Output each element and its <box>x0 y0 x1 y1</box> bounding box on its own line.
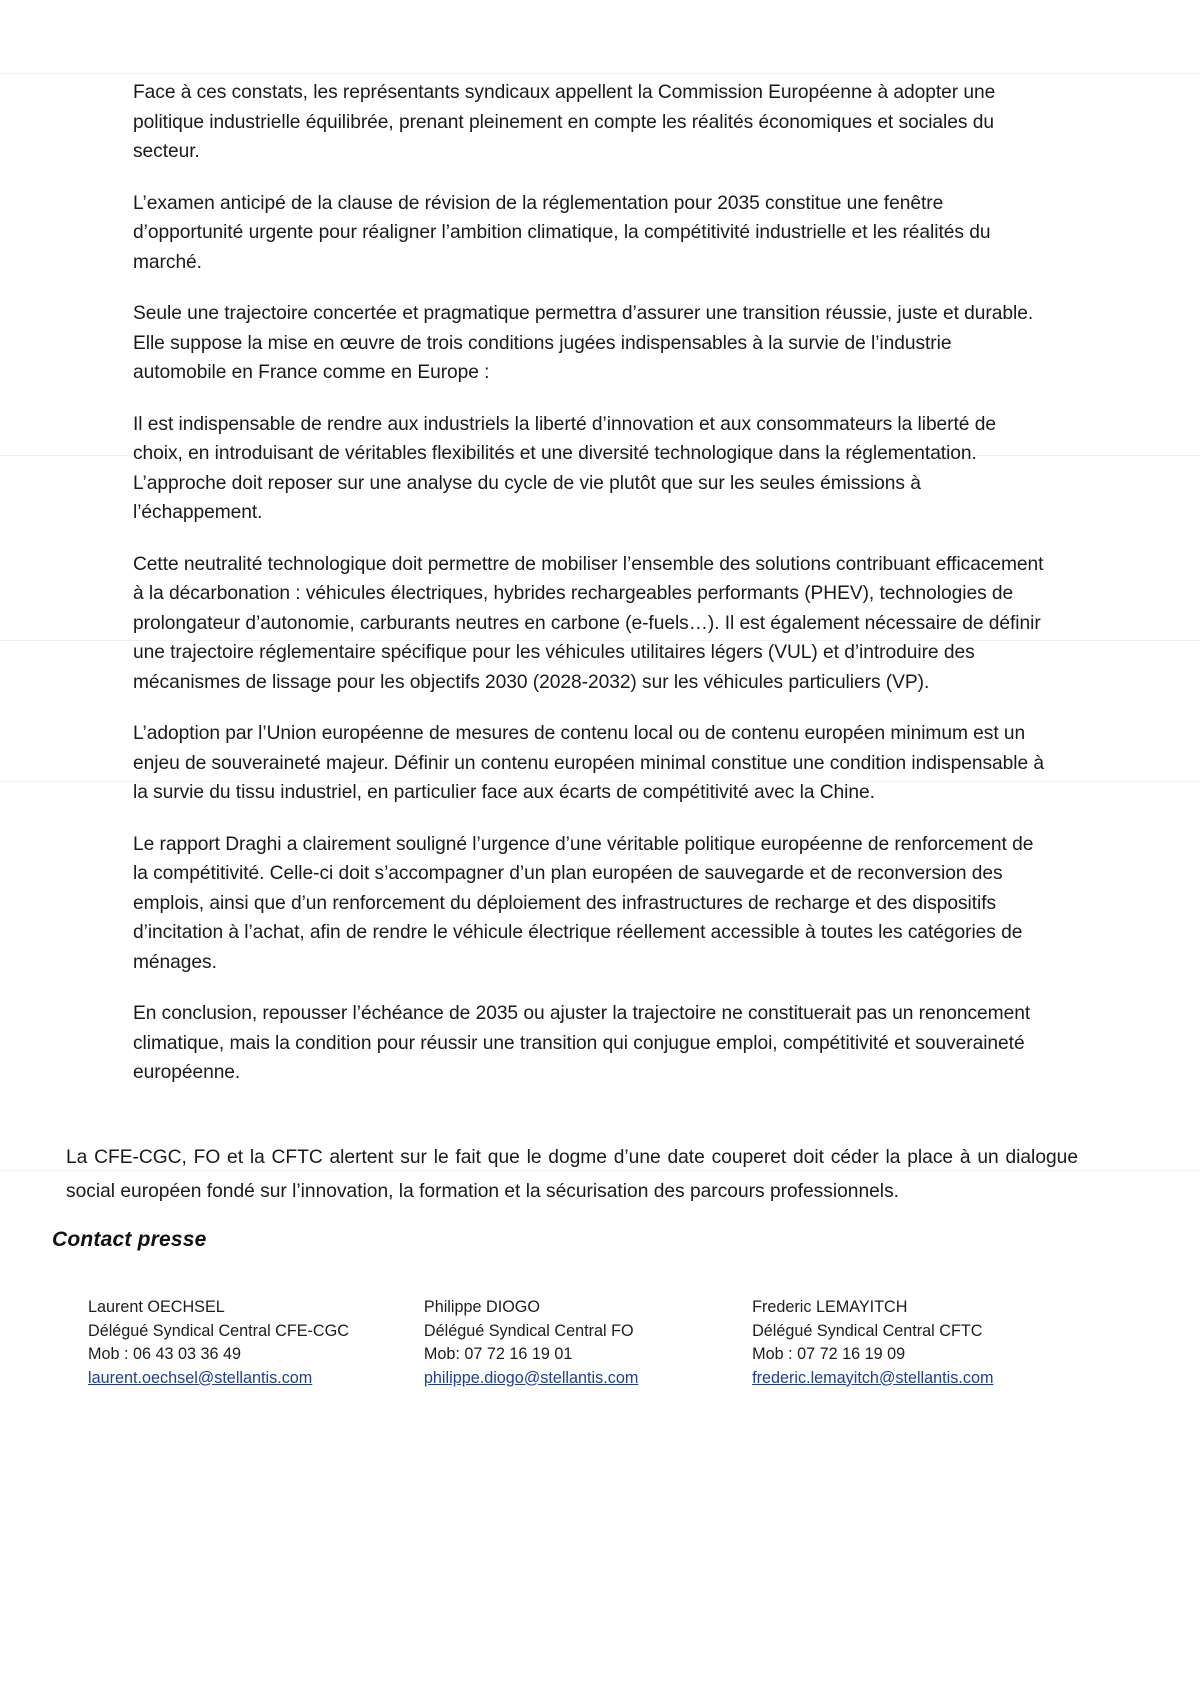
paragraph: Cette neutralité technologique doit permettre de mobiliser l’ensemble des solutions contribuant efficacement à la décarbonation : véhicules électriques, hybrides rechargeables performants (PHEV), technologies de prolongateur d’autonomie, carburants neutres en carbone (e-fuels…). Il est également nécessaire de définir une trajectoire réglementaire spécifique pour les véhicules utilitaires légers (VUL) et d’introduire des mécanismes de lissage pour les objectifs 2030 (2028-2032) sur les véhicules particuliers (VP). <box>133 553 1044 693</box>
contact-mobile: Mob : 06 43 03 36 49 <box>88 1345 241 1363</box>
paragraph: Seule une trajectoire concertée et pragmatique permettra d’assurer une transition réussie, juste et durable. Elle suppose la mise en œuvre de trois conditions jugées indispensables à la survie de l’industrie automobile en France comme en Europe : <box>133 303 1034 383</box>
contact-name: Philippe DIOGO <box>423 1298 540 1316</box>
paragraph: Face à ces constats, les représentants syndicaux appellent la Commission Européenne à adopter une politique industrielle équilibrée, prenant pleinement en compte les réalités économiques et sociales du secteur. <box>133 82 996 162</box>
contact-email-link[interactable]: frederic.lemayitch@stellantis.com <box>752 1368 994 1387</box>
contact-presse-heading: Contact presse <box>52 1228 207 1251</box>
paragraph: L’examen anticipé de la clause de révision de la réglementation pour 2035 constitue une fenêtre d’opportunité urgente pour réaligner l’ambition climatique, la compétitivité industrielle et les réalités du marché. <box>133 192 991 273</box>
paragraph: En conclusion, repousser l’échéance de 2035 ou ajuster la trajectoire ne constituerait pas un renoncement climatique, mais la condition pour réussir une transition qui conjugue emploi, compétitivité et souveraineté européenne. <box>133 1003 1031 1083</box>
contact-role: Délégué Syndical Central FO <box>423 1321 634 1340</box>
paragraph: L’adoption par l’Union européenne de mesures de contenu local ou de contenu européen minimum est un enjeu de souveraineté majeur. Définir un contenu européen minimal constitue une condition indispensable à la survie du tissu industriel, en particulier face aux écarts de compétitivité avec la Chine. <box>133 723 1045 803</box>
scan-artifact-line <box>0 73 1200 74</box>
contact-mobile: Mob : 07 72 16 19 09 <box>752 1345 906 1363</box>
contact-card-fo <box>424 1296 752 1390</box>
contact-role: Délégué Syndical Central CFE-CGC <box>88 1321 349 1340</box>
contact-role: Délégué Syndical Central CFTC <box>752 1321 983 1340</box>
contact-mobile: Mob: 07 72 16 19 01 <box>423 1345 573 1363</box>
contact-name: Laurent OECHSEL <box>88 1298 225 1316</box>
contact-card-cftc <box>752 1296 1088 1390</box>
contacts-section <box>88 1296 1088 1390</box>
closing-paragraph: La CFE-CGC, FO et la CFTC alertent sur le fait que le dogme d’une date couperet doit céder la place à un dialogue social européen fondé sur l’innovation, la formation et la sécurisation des parcours professionnels. <box>66 1147 1078 1202</box>
contact-name: Frederic LEMAYITCH <box>752 1298 908 1316</box>
document-body <box>133 78 1048 1108</box>
contact-card-cfe-cgc <box>88 1296 424 1390</box>
contact-email-link[interactable]: laurent.oechsel@stellantis.com <box>88 1368 313 1387</box>
contact-email-link[interactable]: philippe.diogo@stellantis.com <box>423 1368 639 1387</box>
paragraph: Il est indispensable de rendre aux industriels la liberté d’innovation et aux consommateurs la liberté de choix, en introduisant de véritables flexibilités et une diversité technologique dans la réglementation. L’approche doit reposer sur une analyse du cycle de vie plutôt que sur les seules émissions à l’échappement. <box>133 413 996 523</box>
paragraph: Le rapport Draghi a clairement souligné l’urgence d’une véritable politique européenne de renforcement de la compétitivité. Celle-ci doit s’accompagner d’un plan européen de sauvegarde et de reconversion des emplois, ainsi que d’un renforcement du déploiement des infrastructures de recharge et des dispositifs d’incitation à l’achat, afin de rendre le véhicule électrique réellement accessible à toutes les catégories de ménages. <box>133 833 1034 973</box>
